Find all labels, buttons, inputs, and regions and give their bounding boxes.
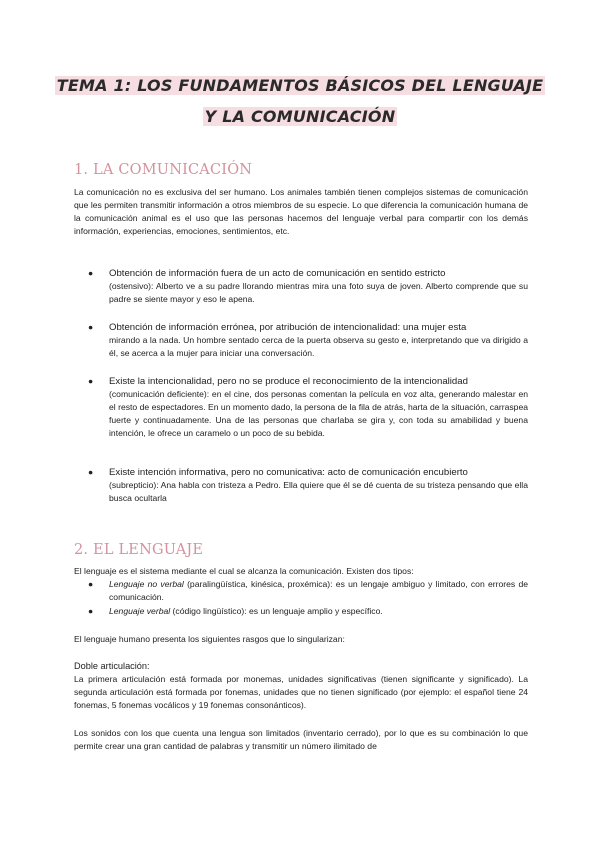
title-line-2: Y LA COMUNICACIÓN: [204, 107, 396, 126]
list-item: ● Lenguaje verbal (código lingüístico): es un lenguaje amplio y específico.: [88, 606, 383, 616]
list-item: ● Obtención de información fuera de un acto de comunicación en sentido estricto (ostensivo): Alberto ve a su padre llorando mientras mira una foto suya de joven. Alberto comprende que su padre se siente mayor y eso le apena.: [88, 268, 528, 305]
title-line-1: TEMA 1: LOS FUNDAMENTOS BÁSICOS DEL LENGUAJE: [56, 76, 544, 95]
bullet-dot: ●: [88, 467, 94, 477]
list-item: ● Lenguaje no verbal (paralingüística, kinésica, proxémica): es un lengaje ambiguo y limitado, con errores de comunicación.: [88, 579, 529, 602]
list-item: ● Obtención de información errónea, por atribución de intencionalidad: una mujer esta mirando a la nada. Un hombre sentado cerca de la puerta observa su gesto e, interpretando que va dirigido a él, se acerca a la mujer para iniciar una conversación.: [88, 322, 528, 359]
comunicacion-intro: La comunicación no es exclusiva del ser humano. Los animales también tienen complejos sistemas de comunicación que les permiten transmitir información a otros miembros de su especie. Lo que diferencia la comunicación humana de la comunicación animal es el uso que las personas hacemos del lenguaje verbal para compartir con los demás información, experiencias, emociones, sentimientos, etc.: [74, 187, 528, 237]
list-item: ● Existe la intencionalidad, pero no se produce el reconocimiento de la intencionalidad (comunicación deficiente): en el cine, dos personas comentan la película en voz alta, generando malestar en el resto de espectadores. En un momento dado, la persona de la fila de atrás, harta de la situación, carraspea fuerte y continuadamente. Una de las personas que charlaba se gira y, con toda su amabilidad y buena intención, le ofrece un caramelo o un poco de su bebida.: [88, 376, 528, 439]
doble-articulacion-body: La primera articulación está formada por monemas, unidades significativas (tienen significante y significado). La segunda articulación está formada por fonemas, unidades que no tienen significado (por ejemplo: el español tiene 24 fonemas, 5 fonemas vocálicos y 19 fonemas consonánticos).: [74, 674, 528, 711]
document-title: [0, 74, 600, 136]
bullet-dot: ●: [88, 268, 94, 278]
bullet-dot: ●: [88, 322, 94, 332]
sonidos-paragraph: Los sonidos con los que cuenta una lengua son limitados (inventario cerrado), por lo que es su combinación lo que permite crear una gran cantidad de palabras y transmitir un número ilimitado de: [74, 728, 528, 752]
list-item: ● Existe intención informativa, pero no comunicativa: acto de comunicación encubierto (subrepticio): Ana habla con tristeza a Pedro. Ella quiere que él se dé cuenta de su tristeza pensando que ella busca ocultarla: [88, 467, 528, 504]
rasgos-intro: El lenguaje humano presenta los siguientes rasgos que lo singularizan:: [74, 634, 345, 644]
bullet-dot: ●: [88, 606, 94, 616]
lenguaje-intro: El lenguaje es el sistema mediante el cual se alcanza la comunicación. Existen dos tipos:: [74, 566, 414, 576]
bullet-dot: ●: [88, 376, 94, 386]
section-heading-comunicacion: 1. LA COMUNICACIÓN: [74, 162, 253, 178]
bullet-dot: ●: [88, 579, 94, 589]
section-heading-lenguaje: 2. EL LENGUAJE: [74, 542, 204, 558]
doble-articulacion-heading: Doble articulación:: [74, 661, 150, 671]
